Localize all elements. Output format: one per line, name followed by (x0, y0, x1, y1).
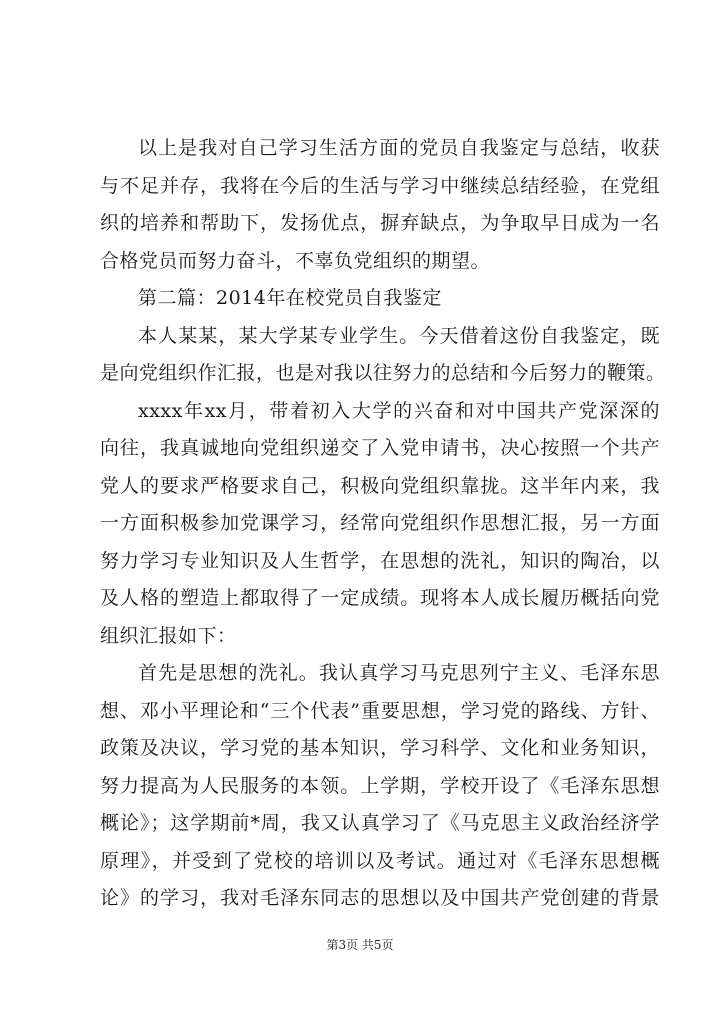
paragraph-line: 合格党员而努力奋斗，不辜负党组织的期望。 (100, 249, 491, 272)
page-number-footer: 第3页 共5页 (326, 938, 394, 952)
paragraph-line: 与不足并存，我将在今后的生活与学习中继续总结经验，在党组 (100, 174, 660, 197)
section-heading: 第二篇：2014年在校党员自我鉴定 (138, 287, 442, 309)
paragraph-line: 概论》；这学期前*周，我又认真学习了《马克思主义政治经济学 (100, 812, 660, 834)
document-body (100, 130, 666, 918)
paragraph-line: 原理》，并受到了党校的培训以及考试。通过对《毛泽东思想概 (100, 849, 660, 872)
paragraph-line: xxxx年xx月，带着初入大学的兴奋和对中国共产党深深的 (138, 399, 660, 422)
paragraph-line: 向往，我真诚地向党组织递交了入党申请书，决心按照一个共产 (100, 437, 660, 459)
paragraph-line: 及人格的塑造上都取得了一定成绩。现将本人成长履历概括向党 (100, 587, 660, 609)
paragraph-line: 努力提高为人民服务的本领。上学期，学校开设了《毛泽东思想 (100, 774, 660, 797)
paragraph-line: 党人的要求严格要求自己，积极向党组织靠拢。这半年内来，我 (100, 474, 660, 497)
paragraph-line: 是向党组织作汇报，也是对我以往努力的总结和今后努力的鞭策。 (100, 362, 666, 384)
paragraph-line: 政策及决议，学习党的基本知识，学习科学、文化和业务知识， (100, 737, 660, 759)
paragraph-line: 努力学习专业知识及人生哲学，在思想的洗礼，知识的陶冶，以 (100, 549, 660, 572)
paragraph-line: 组织汇报如下： (100, 624, 237, 647)
paragraph-line: 一方面积极参加党课学习，经常向党组织作思想汇报，另一方面 (100, 512, 660, 534)
paragraph-line: 以上是我对自己学习生活方面的党员自我鉴定与总结，收获 (138, 137, 660, 159)
paragraph-line: 想、邓小平理论和“三个代表”重要思想，学习党的路线、方针、 (100, 699, 660, 722)
paragraph-line: 论》的学习，我对毛泽东同志的思想以及中国共产党创建的背景 (100, 887, 660, 909)
paragraph-line: 首先是思想的洗礼。我认真学习马克思列宁主义、毛泽东思 (138, 662, 660, 684)
paragraph-line: 织的培养和帮助下，发扬优点，摒弃缺点，为争取早日成为一名 (100, 212, 660, 234)
paragraph-line: 本人某某，某大学某专业学生。今天借着这份自我鉴定，既 (138, 324, 660, 347)
